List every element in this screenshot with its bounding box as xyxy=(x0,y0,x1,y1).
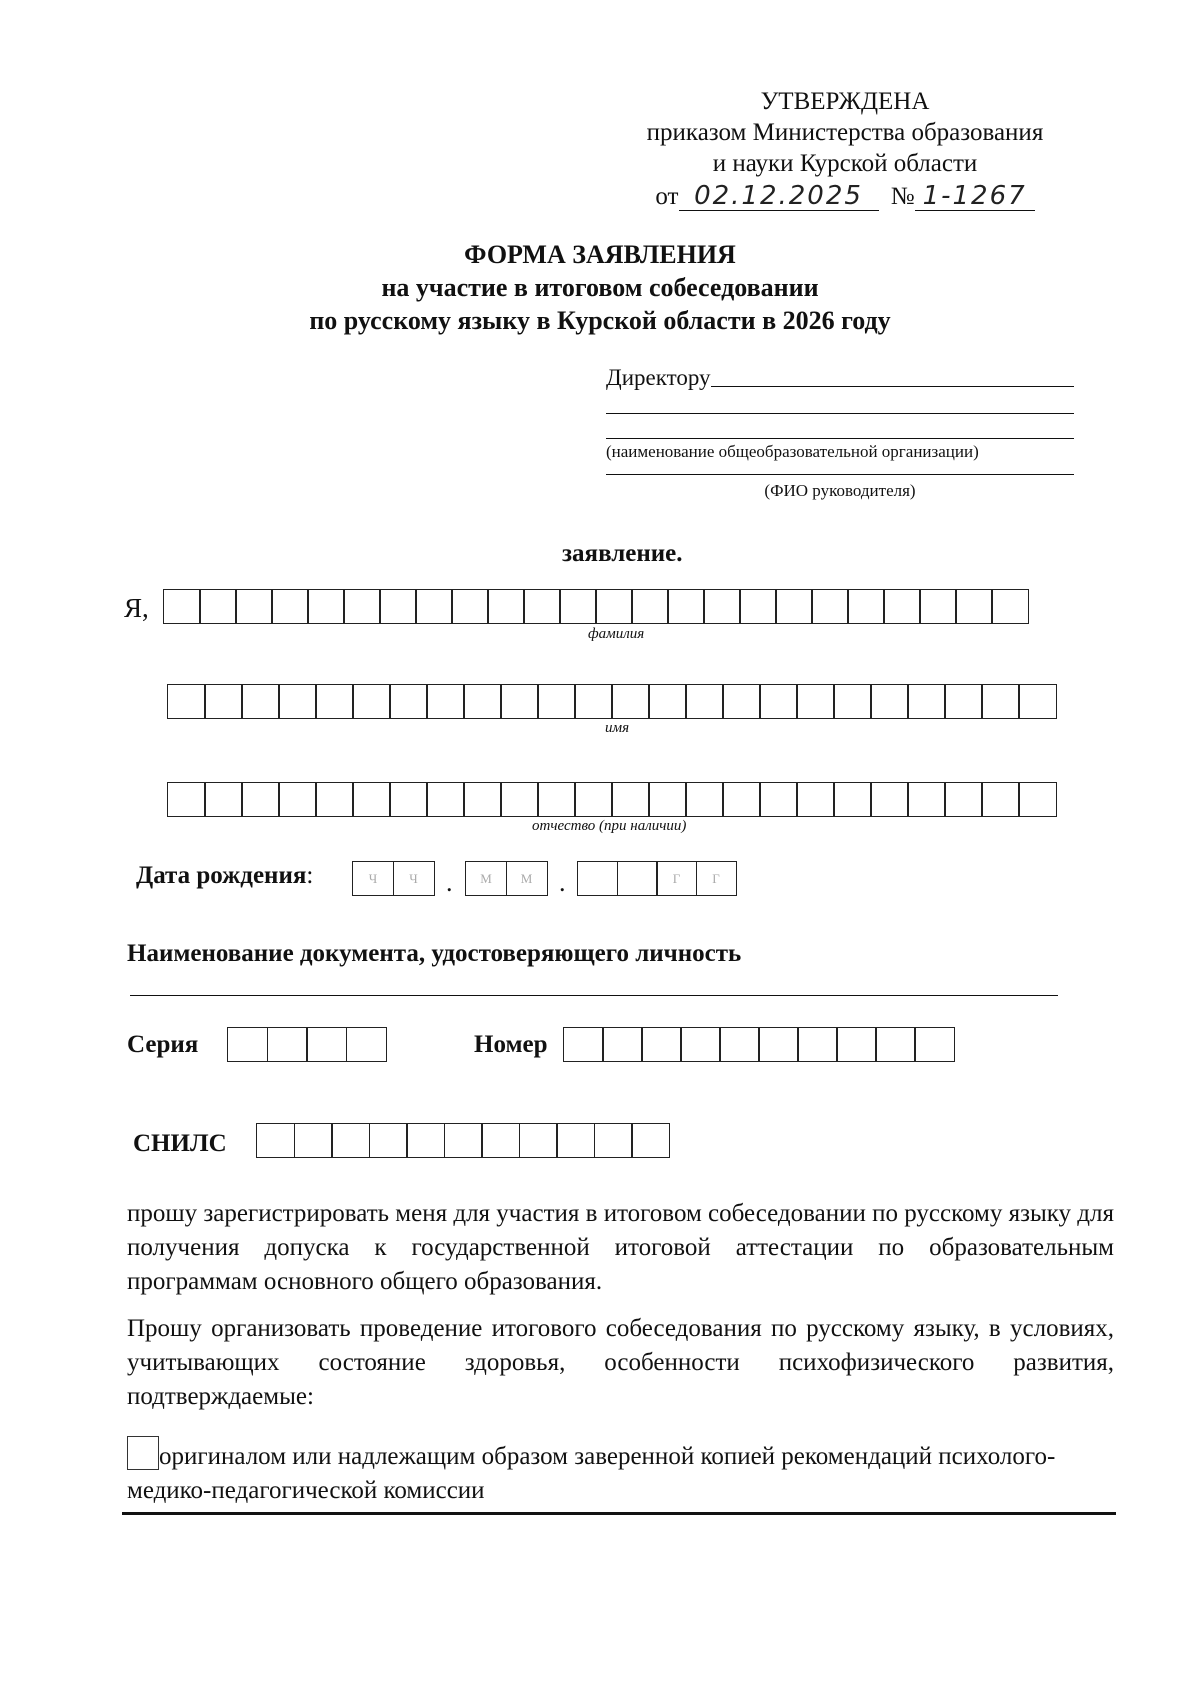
birth-day-cells[interactable] xyxy=(352,861,435,896)
input-cell[interactable] xyxy=(352,684,391,719)
input-cell[interactable] xyxy=(667,589,705,624)
input-cell[interactable] xyxy=(426,684,465,719)
director-field[interactable] xyxy=(711,386,1074,387)
form-title xyxy=(0,238,1200,337)
name-cells[interactable] xyxy=(167,684,1057,719)
input-cell[interactable] xyxy=(315,782,354,817)
input-cell[interactable] xyxy=(559,589,597,624)
input-cell[interactable] xyxy=(426,782,465,817)
input-cell[interactable] xyxy=(389,782,428,817)
input-cell[interactable] xyxy=(369,1123,408,1158)
input-cell[interactable] xyxy=(519,1123,558,1158)
input-cell[interactable] xyxy=(241,782,280,817)
input-cell[interactable] xyxy=(343,589,381,624)
input-cell[interactable] xyxy=(481,1123,520,1158)
input-cell[interactable] xyxy=(611,782,650,817)
birth-month-cells[interactable] xyxy=(465,861,548,896)
input-cell[interactable] xyxy=(685,782,724,817)
input-cell[interactable] xyxy=(500,782,539,817)
input-cell[interactable] xyxy=(537,684,576,719)
input-cell[interactable] xyxy=(163,589,201,624)
snils-label: СНИЛС xyxy=(133,1130,227,1157)
input-cell[interactable] xyxy=(759,782,798,817)
input-cell[interactable] xyxy=(641,1027,682,1062)
input-cell[interactable] xyxy=(870,684,909,719)
director-label: Директору xyxy=(606,365,711,390)
input-cell[interactable] xyxy=(306,1027,347,1062)
pmpk-option-line-1: оригиналом или надлежащим образом заверенной копией рекомендаций психолого- xyxy=(159,1443,1056,1470)
input-cell[interactable] xyxy=(680,1027,721,1062)
approval-title: УТВЕРЖДЕНА xyxy=(760,88,930,115)
input-cell[interactable] xyxy=(451,589,489,624)
input-cell[interactable] xyxy=(870,782,909,817)
input-cell[interactable] xyxy=(648,782,687,817)
input-cell[interactable] xyxy=(500,684,539,719)
input-cell[interactable] xyxy=(944,782,983,817)
conditions-paragraph: Прошу организовать проведение итогового собеседования по русскому языку, в условиях, учитывающих состояние здоровья, особенности психофизического развития, подтверждаемые: xyxy=(127,1315,1114,1410)
input-cell[interactable] xyxy=(574,782,613,817)
approval-number: 1-1267 xyxy=(915,182,1035,211)
input-cell[interactable] xyxy=(278,684,317,719)
date-prefix: от xyxy=(655,183,679,210)
input-cell[interactable] xyxy=(523,589,561,624)
addressee-block xyxy=(606,365,1074,501)
input-cell[interactable] xyxy=(991,589,1029,624)
title-line-3: по русскому языку в Курской области в 2026 году xyxy=(309,306,891,335)
statement-heading: заявление. xyxy=(562,540,683,567)
input-cell[interactable] xyxy=(595,589,633,624)
approval-date-line xyxy=(620,181,1070,212)
input-cell[interactable] xyxy=(703,589,741,624)
approval-order: приказом Министерства образования xyxy=(646,119,1044,146)
input-cell[interactable] xyxy=(352,782,391,817)
input-cell[interactable] xyxy=(167,782,206,817)
input-cell[interactable] xyxy=(487,589,525,624)
input-cell[interactable] xyxy=(847,589,885,624)
input-cell[interactable] xyxy=(883,589,921,624)
input-cell[interactable]: М xyxy=(506,861,548,896)
head-field[interactable] xyxy=(606,474,1074,475)
input-cell[interactable] xyxy=(719,1027,760,1062)
patronymic-caption: отчество (при наличии) xyxy=(532,818,687,834)
input-cell[interactable] xyxy=(463,684,502,719)
input-cell[interactable]: Г xyxy=(696,861,737,896)
input-cell[interactable]: Г xyxy=(656,861,697,896)
number-cells[interactable] xyxy=(563,1027,955,1062)
snils-cells[interactable] xyxy=(256,1123,670,1158)
input-cell[interactable] xyxy=(722,684,761,719)
input-cell[interactable] xyxy=(981,782,1020,817)
input-cell[interactable] xyxy=(919,589,957,624)
org-field-line-1[interactable] xyxy=(606,413,1074,414)
applicant-prefix: Я, xyxy=(124,593,149,623)
input-cell[interactable] xyxy=(278,782,317,817)
input-cell[interactable] xyxy=(315,684,354,719)
date-separator-2: . xyxy=(559,868,566,897)
input-cell[interactable] xyxy=(256,1123,295,1158)
input-cell[interactable] xyxy=(463,782,502,817)
input-cell[interactable] xyxy=(346,1027,387,1062)
input-cell[interactable] xyxy=(331,1123,370,1158)
pmpk-checkbox[interactable] xyxy=(127,1436,159,1470)
input-cell[interactable] xyxy=(758,1027,799,1062)
input-cell[interactable] xyxy=(722,782,761,817)
input-cell[interactable]: Ч xyxy=(393,861,435,896)
title-line-1: ФОРМА ЗАЯВЛЕНИЯ xyxy=(464,240,736,269)
input-cell[interactable] xyxy=(617,861,658,896)
input-cell[interactable] xyxy=(594,1123,633,1158)
input-cell[interactable] xyxy=(389,684,428,719)
input-cell[interactable] xyxy=(235,589,273,624)
number-prefix: № xyxy=(890,183,915,210)
input-cell[interactable] xyxy=(563,1027,604,1062)
input-cell[interactable] xyxy=(574,684,613,719)
input-cell[interactable] xyxy=(759,684,798,719)
title-line-2: на участие в итоговом собеседовании xyxy=(381,273,819,302)
org-caption: (наименование общеобразовательной организации) xyxy=(606,442,979,461)
input-cell[interactable] xyxy=(406,1123,445,1158)
approval-ministry: и науки Курской области xyxy=(712,150,978,177)
birth-date-colon: : xyxy=(306,862,314,889)
input-cell[interactable] xyxy=(611,684,650,719)
birth-date-label xyxy=(136,862,313,890)
input-cell[interactable] xyxy=(944,684,983,719)
input-cell[interactable] xyxy=(739,589,777,624)
input-cell[interactable]: Ч xyxy=(352,861,394,896)
input-cell[interactable] xyxy=(556,1123,595,1158)
input-cell[interactable] xyxy=(914,1027,955,1062)
approval-block xyxy=(620,86,1070,212)
input-cell[interactable] xyxy=(836,1027,877,1062)
input-cell[interactable] xyxy=(796,782,835,817)
input-cell[interactable] xyxy=(907,684,946,719)
birth-date-label-text: Дата рождения xyxy=(136,862,307,889)
input-cell[interactable] xyxy=(602,1027,643,1062)
input-cell[interactable] xyxy=(294,1123,333,1158)
input-cell[interactable] xyxy=(797,1027,838,1062)
input-cell[interactable] xyxy=(981,684,1020,719)
date-separator-1: . xyxy=(446,868,453,897)
input-cell[interactable] xyxy=(577,861,618,896)
input-cell[interactable] xyxy=(648,684,687,719)
input-cell[interactable] xyxy=(833,782,872,817)
name-caption: имя xyxy=(605,720,630,736)
input-cell[interactable] xyxy=(955,589,993,624)
input-cell[interactable] xyxy=(167,684,206,719)
input-cell[interactable] xyxy=(227,1027,268,1062)
series-label: Серия xyxy=(127,1031,199,1058)
input-cell[interactable] xyxy=(415,589,453,624)
input-cell[interactable] xyxy=(685,684,724,719)
input-cell[interactable] xyxy=(307,589,345,624)
patronymic-cells[interactable] xyxy=(167,782,1057,817)
surname-cells[interactable] xyxy=(163,589,1029,624)
input-cell[interactable] xyxy=(775,589,813,624)
surname-caption: фамилия xyxy=(588,626,645,642)
input-cell[interactable] xyxy=(241,684,280,719)
input-cell[interactable] xyxy=(204,684,243,719)
document-label: Наименование документа, удостоверяющего личность xyxy=(127,940,742,967)
input-cell[interactable] xyxy=(811,589,849,624)
registration-paragraph: прошу зарегистрировать меня для участия в итоговом собеседовании по русскому языку для получения допуска к государственной итоговой аттестации по образовательным программам основного общего образования. xyxy=(127,1200,1114,1295)
input-cell[interactable] xyxy=(271,589,309,624)
head-caption: (ФИО руководителя) xyxy=(764,481,916,500)
input-cell[interactable] xyxy=(204,782,243,817)
input-cell[interactable] xyxy=(833,684,872,719)
pmpk-option-line-2: медико-педагогической комиссии xyxy=(127,1477,485,1504)
input-cell[interactable] xyxy=(1018,684,1057,719)
input-cell[interactable] xyxy=(444,1123,483,1158)
input-cell[interactable] xyxy=(875,1027,916,1062)
input-cell[interactable] xyxy=(1018,782,1057,817)
input-cell[interactable] xyxy=(199,589,237,624)
approval-date: 02.12.2025 xyxy=(679,182,879,211)
input-cell[interactable] xyxy=(267,1027,308,1062)
input-cell[interactable] xyxy=(631,1123,670,1158)
input-cell[interactable] xyxy=(631,589,669,624)
number-label: Номер xyxy=(474,1031,548,1058)
input-cell[interactable] xyxy=(796,684,835,719)
series-cells[interactable] xyxy=(227,1027,387,1062)
pmpk-option xyxy=(159,1440,1055,1474)
input-cell[interactable]: М xyxy=(465,861,507,896)
input-cell[interactable] xyxy=(537,782,576,817)
input-cell[interactable] xyxy=(379,589,417,624)
input-cell[interactable] xyxy=(907,782,946,817)
option-separator-line xyxy=(122,1512,1116,1515)
org-field-line-2[interactable] xyxy=(606,438,1074,439)
document-name-field[interactable] xyxy=(130,995,1058,996)
birth-year-cells[interactable] xyxy=(577,861,737,896)
